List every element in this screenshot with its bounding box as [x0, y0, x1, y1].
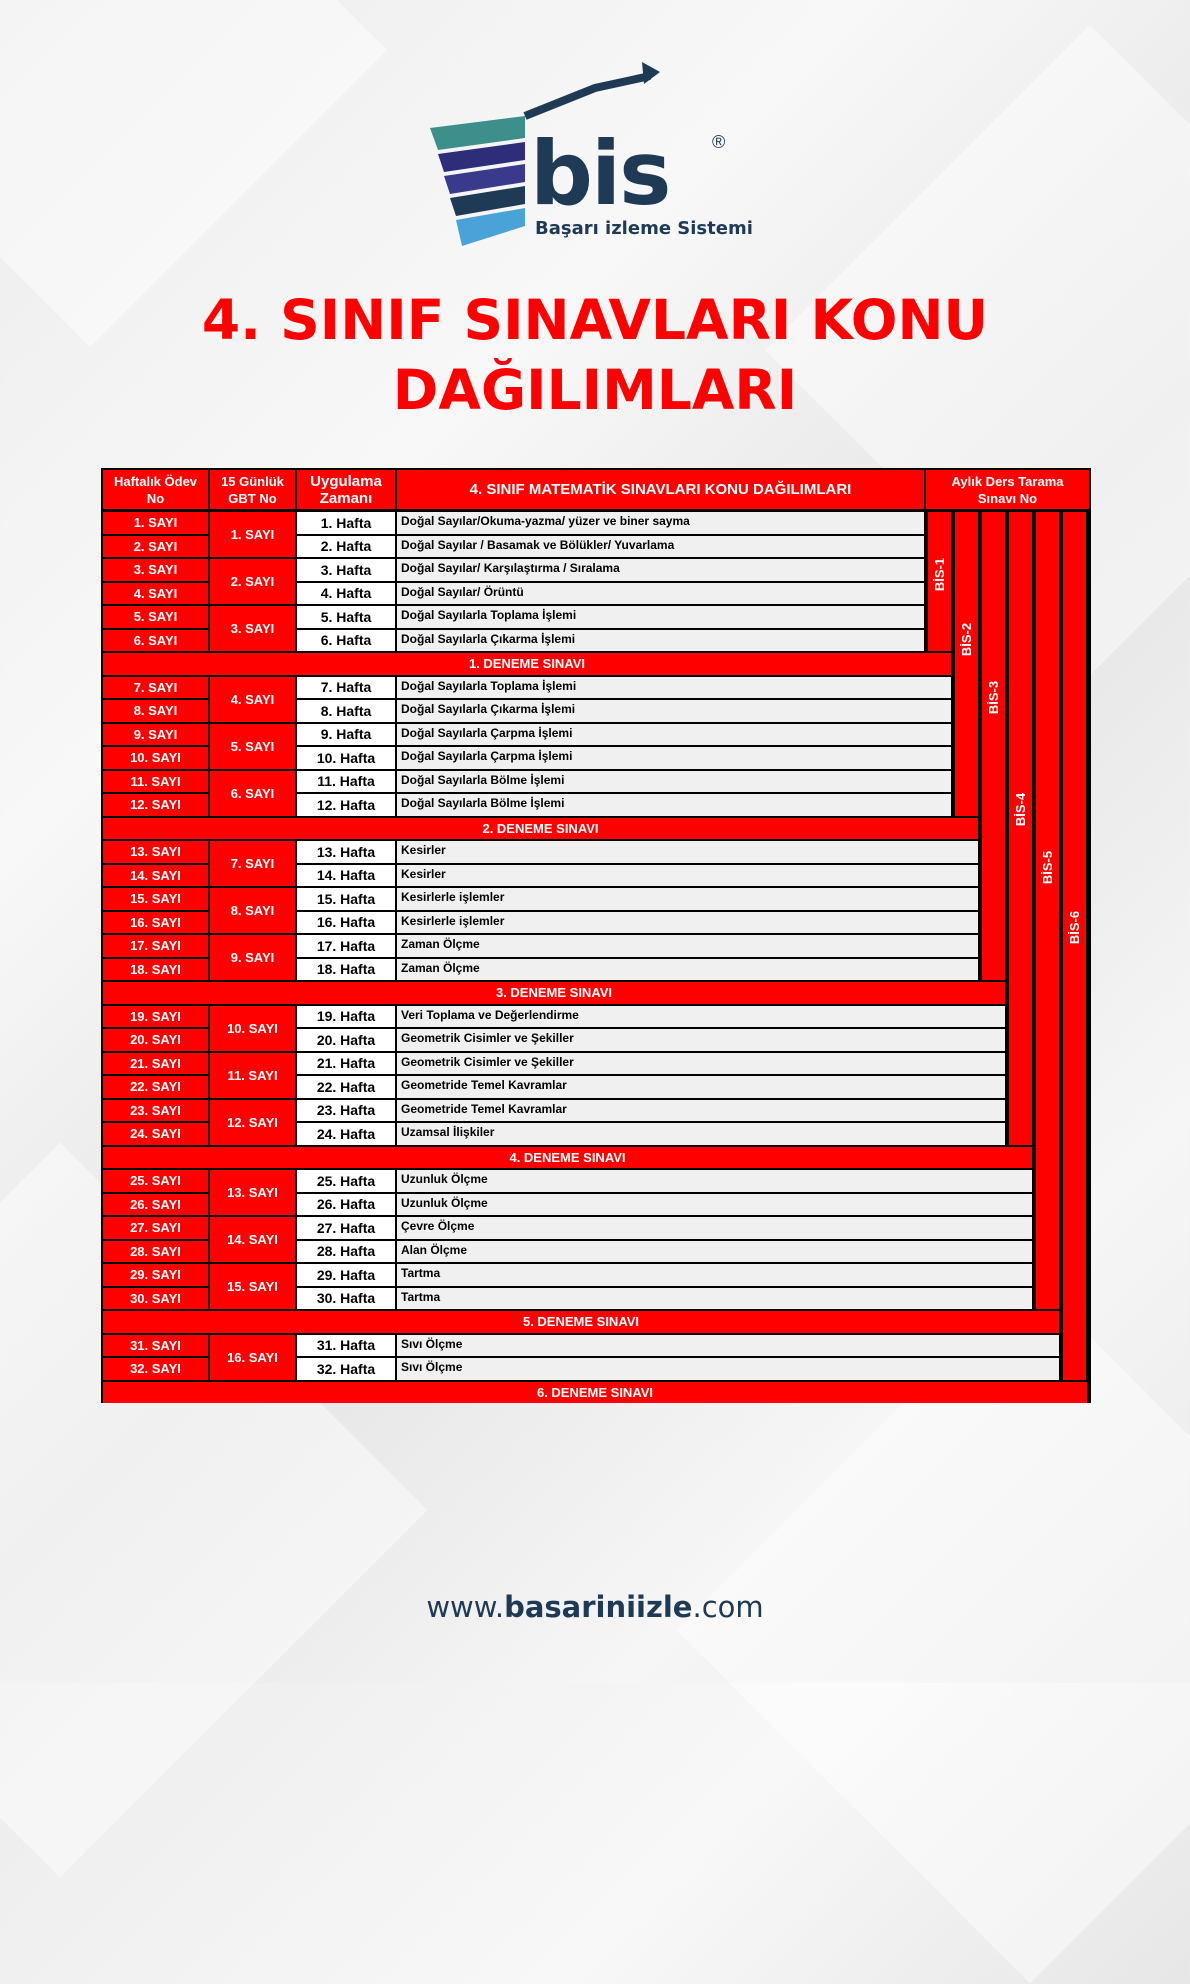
konu-cell: Uzunluk Ölçme: [397, 1170, 1032, 1192]
hafta-cell: 9. Hafta: [297, 724, 395, 746]
odev-cell: 28. SAYI: [103, 1241, 208, 1263]
bis-label: BİS-1: [932, 557, 948, 592]
odev-cell: 5. SAYI: [103, 606, 208, 628]
gbt-cell: 15. SAYI: [210, 1264, 295, 1309]
header-odev-line1: Haftalık Ödev: [113, 473, 198, 489]
deneme-row: 6. DENEME SINAVI: [103, 1382, 1087, 1404]
konu-cell: Çevre Ölçme: [397, 1217, 1032, 1239]
hafta-cell: 5. Hafta: [297, 606, 395, 628]
hafta-cell: 6. Hafta: [297, 630, 395, 652]
odev-cell: 12. SAYI: [103, 794, 208, 816]
konu-cell: Doğal Sayılar/ Karşılaştırma / Sıralama: [397, 559, 924, 581]
bis-label: BİS-4: [1013, 792, 1029, 827]
hafta-cell: 18. Hafta: [297, 959, 395, 981]
bis-column: [955, 512, 978, 816]
odev-cell: 25. SAYI: [103, 1170, 208, 1192]
hafta-cell: 11. Hafta: [297, 771, 395, 793]
konu-cell: Tartma: [397, 1288, 1032, 1310]
odev-cell: 10. SAYI: [103, 747, 208, 769]
odev-cell: 13. SAYI: [103, 841, 208, 863]
gbt-cell: 4. SAYI: [210, 677, 295, 722]
bis-column: [1036, 512, 1059, 1309]
header-uygulama-line1: Uygulama: [310, 472, 382, 490]
odev-cell: 27. SAYI: [103, 1217, 208, 1239]
odev-cell: 19. SAYI: [103, 1006, 208, 1028]
odev-cell: 4. SAYI: [103, 583, 208, 605]
hafta-cell: 27. Hafta: [297, 1217, 395, 1239]
bis-label: BİS-3: [986, 680, 1002, 715]
gbt-cell: 3. SAYI: [210, 606, 295, 651]
hafta-cell: 23. Hafta: [297, 1100, 395, 1122]
header-gbt-line2: GBT No: [228, 490, 277, 506]
gbt-cell: 5. SAYI: [210, 724, 295, 769]
gbt-cell: 16. SAYI: [210, 1335, 295, 1380]
odev-cell: 6. SAYI: [103, 630, 208, 652]
deneme-row: 1. DENEME SINAVI: [103, 653, 951, 675]
konu-cell: Doğal Sayılarla Bölme İşlemi: [397, 771, 951, 793]
header-gbt-line1: 15 Günlük: [221, 473, 284, 489]
hafta-cell: 14. Hafta: [297, 865, 395, 887]
konu-cell: Doğal Sayılar/ Örüntü: [397, 583, 924, 605]
odev-cell: 7. SAYI: [103, 677, 208, 699]
bis-column: [982, 512, 1005, 980]
konu-cell: Doğal Sayılarla Çıkarma İşlemi: [397, 630, 924, 652]
gbt-cell: 7. SAYI: [210, 841, 295, 886]
odev-cell: 14. SAYI: [103, 865, 208, 887]
konu-cell: Uzamsal İlişkiler: [397, 1123, 1005, 1145]
odev-cell: 24. SAYI: [103, 1123, 208, 1145]
header-odev-line2: No: [146, 490, 165, 506]
odev-cell: 1. SAYI: [103, 512, 208, 534]
odev-cell: 2. SAYI: [103, 536, 208, 558]
gbt-cell: 8. SAYI: [210, 888, 295, 933]
hafta-cell: 28. Hafta: [297, 1241, 395, 1263]
hafta-cell: 32. Hafta: [297, 1358, 395, 1380]
footer-url: [0, 1590, 1190, 1624]
konu-cell: Doğal Sayılarla Toplama İşlemi: [397, 677, 951, 699]
konu-cell: Veri Toplama ve Değerlendirme: [397, 1006, 1005, 1028]
bis-logo: [430, 58, 760, 250]
bis-label: BİS-6: [1067, 910, 1083, 945]
logo-wordmark: bis: [530, 122, 670, 225]
header-aylik: [926, 470, 1089, 509]
konu-cell: Zaman Ölçme: [397, 935, 978, 957]
konu-cell: Doğal Sayılar/Okuma-yazma/ yüzer ve biner sayma: [397, 512, 924, 534]
header-odev: [103, 470, 208, 509]
hafta-cell: 30. Hafta: [297, 1288, 395, 1310]
konu-cell: Doğal Sayılarla Çıkarma İşlemi: [397, 700, 951, 722]
hafta-cell: 19. Hafta: [297, 1006, 395, 1028]
odev-cell: 32. SAYI: [103, 1358, 208, 1380]
konu-cell: Tartma: [397, 1264, 1032, 1286]
gbt-cell: 10. SAYI: [210, 1006, 295, 1051]
gbt-cell: 9. SAYI: [210, 935, 295, 980]
hafta-cell: 22. Hafta: [297, 1076, 395, 1098]
bis-label: BİS-2: [959, 622, 975, 657]
registered-mark: ®: [712, 132, 726, 152]
konu-cell: Doğal Sayılarla Bölme İşlemi: [397, 794, 951, 816]
hafta-cell: 3. Hafta: [297, 559, 395, 581]
deneme-row: 5. DENEME SINAVI: [103, 1311, 1059, 1333]
hafta-cell: 7. Hafta: [297, 677, 395, 699]
odev-cell: 18. SAYI: [103, 959, 208, 981]
odev-cell: 26. SAYI: [103, 1194, 208, 1216]
odev-cell: 3. SAYI: [103, 559, 208, 581]
odev-cell: 31. SAYI: [103, 1335, 208, 1357]
page-title-line1: 4. SINIF SINAVLARI KONU: [201, 288, 989, 352]
odev-cell: 21. SAYI: [103, 1053, 208, 1075]
konu-cell: Doğal Sayılar / Basamak ve Bölükler/ Yuvarlama: [397, 536, 924, 558]
deneme-row: 3. DENEME SINAVI: [103, 982, 1005, 1004]
odev-cell: 8. SAYI: [103, 700, 208, 722]
bis-label: BİS-5: [1040, 850, 1056, 885]
odev-cell: 16. SAYI: [103, 912, 208, 934]
konu-cell: Geometrik Cisimler ve Şekiller: [397, 1029, 1005, 1051]
odev-cell: 9. SAYI: [103, 724, 208, 746]
hafta-cell: 4. Hafta: [297, 583, 395, 605]
hafta-cell: 20. Hafta: [297, 1029, 395, 1051]
konu-cell: Kesirlerle işlemler: [397, 888, 978, 910]
hafta-cell: 16. Hafta: [297, 912, 395, 934]
footer-url-suffix: .com: [692, 1590, 764, 1624]
konu-cell: Kesirlerle işlemler: [397, 912, 978, 934]
hafta-cell: 8. Hafta: [297, 700, 395, 722]
logo-subtitle: Başarı izleme Sistemi: [535, 218, 753, 239]
konu-cell: Kesirler: [397, 865, 978, 887]
bis-column: [1063, 512, 1086, 1380]
header-uygulama: [297, 470, 395, 509]
hafta-cell: 12. Hafta: [297, 794, 395, 816]
hafta-cell: 31. Hafta: [297, 1335, 395, 1357]
hafta-cell: 1. Hafta: [297, 512, 395, 534]
odev-cell: 29. SAYI: [103, 1264, 208, 1286]
hafta-cell: 24. Hafta: [297, 1123, 395, 1145]
konu-cell: Uzunluk Ölçme: [397, 1194, 1032, 1216]
odev-cell: 20. SAYI: [103, 1029, 208, 1051]
header-aylik-line2: Sınavı No: [977, 490, 1038, 506]
deneme-row: 2. DENEME SINAVI: [103, 818, 978, 840]
header-konu-text: 4. SINIF MATEMATİK SINAVLARI KONU DAĞILIMLARI: [469, 481, 852, 498]
header-uygulama-line2: Zamanı: [319, 489, 373, 507]
odev-cell: 11. SAYI: [103, 771, 208, 793]
konu-cell: Doğal Sayılarla Çarpma İşlemi: [397, 747, 951, 769]
page-title: [0, 285, 1190, 425]
exam-distribution-table: [101, 468, 1091, 1403]
header-gbt: [210, 470, 295, 509]
header-konu: [397, 470, 924, 509]
page-title-line2: DAĞILIMLARI: [392, 358, 798, 422]
gbt-cell: 1. SAYI: [210, 512, 295, 557]
footer-url-prefix: www.: [426, 1590, 505, 1624]
bis-column: [928, 512, 951, 651]
konu-cell: Geometride Temel Kavramlar: [397, 1076, 1005, 1098]
hafta-cell: 10. Hafta: [297, 747, 395, 769]
gbt-cell: 13. SAYI: [210, 1170, 295, 1215]
hafta-cell: 21. Hafta: [297, 1053, 395, 1075]
konu-cell: Sıvı Ölçme: [397, 1358, 1059, 1380]
konu-cell: Alan Ölçme: [397, 1241, 1032, 1263]
gbt-cell: 6. SAYI: [210, 771, 295, 816]
gbt-cell: 11. SAYI: [210, 1053, 295, 1098]
hafta-cell: 15. Hafta: [297, 888, 395, 910]
odev-cell: 15. SAYI: [103, 888, 208, 910]
konu-cell: Doğal Sayılarla Çarpma İşlemi: [397, 724, 951, 746]
hafta-cell: 29. Hafta: [297, 1264, 395, 1286]
konu-cell: Geometride Temel Kavramlar: [397, 1100, 1005, 1122]
hafta-cell: 17. Hafta: [297, 935, 395, 957]
gbt-cell: 2. SAYI: [210, 559, 295, 604]
odev-cell: 30. SAYI: [103, 1288, 208, 1310]
odev-cell: 22. SAYI: [103, 1076, 208, 1098]
hafta-cell: 13. Hafta: [297, 841, 395, 863]
bis-column: [1009, 512, 1032, 1145]
hafta-cell: 2. Hafta: [297, 536, 395, 558]
konu-cell: Zaman Ölçme: [397, 959, 978, 981]
gbt-cell: 12. SAYI: [210, 1100, 295, 1145]
hafta-cell: 25. Hafta: [297, 1170, 395, 1192]
deneme-row: 4. DENEME SINAVI: [103, 1147, 1032, 1169]
konu-cell: Doğal Sayılarla Toplama İşlemi: [397, 606, 924, 628]
footer-url-domain: basariniizle: [504, 1590, 693, 1624]
odev-cell: 23. SAYI: [103, 1100, 208, 1122]
gbt-cell: 14. SAYI: [210, 1217, 295, 1262]
konu-cell: Kesirler: [397, 841, 978, 863]
odev-cell: 17. SAYI: [103, 935, 208, 957]
konu-cell: Sıvı Ölçme: [397, 1335, 1059, 1357]
hafta-cell: 26. Hafta: [297, 1194, 395, 1216]
header-aylik-line1: Aylık Ders Tarama: [951, 473, 1064, 489]
konu-cell: Geometrik Cisimler ve Şekiller: [397, 1053, 1005, 1075]
